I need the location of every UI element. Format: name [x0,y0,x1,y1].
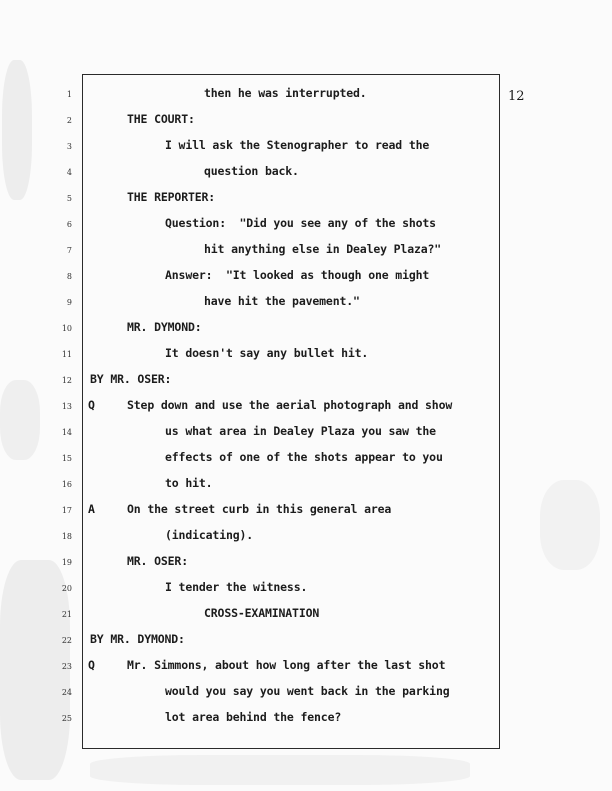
transcript-text: lot area behind the fence? [165,710,342,724]
line-number: 23 [61,662,72,671]
line-number: 20 [61,584,72,593]
line-number: 19 [61,558,72,567]
scan-noise [90,755,470,785]
line-number: 1 [66,90,72,99]
line-number: 10 [61,324,72,333]
scan-noise [2,60,32,200]
speaker-heading: MR. DYMOND: [127,320,202,334]
transcript-text: to hit. [165,476,213,490]
transcript-text: On the street curb in this general area [127,502,392,516]
speaker-heading: MR. OSER: [127,554,188,568]
transcript-text: then he was interrupted. [204,86,367,100]
line-number: 7 [66,246,72,255]
section-heading: CROSS-EXAMINATION [204,606,320,620]
line-number: 18 [61,532,72,541]
transcript-text: have hit the pavement." [204,294,360,308]
line-number: 22 [61,636,72,645]
line-number: 5 [66,194,72,203]
line-number: 2 [66,116,72,125]
transcript-text: Question: "Did you see any of the shots [165,216,436,230]
question-marker: Q [88,398,95,412]
line-number: 24 [61,688,72,697]
transcript-text: I will ask the Stenographer to read the [165,138,430,152]
line-number: 3 [66,142,72,151]
transcript-text: (indicating). [165,528,254,542]
line-number: 8 [66,272,72,281]
transcript-text: Mr. Simmons, about how long after the last shot [127,658,446,672]
transcript-text: effects of one of the shots appear to you [165,450,443,464]
line-number: 25 [61,714,72,723]
transcript-text: It doesn't say any bullet hit. [165,346,369,360]
transcript-text: hit anything else in Dealey Plaza?" [204,242,442,256]
line-number: 15 [61,454,72,463]
examiner-heading: BY MR. OSER: [90,372,172,386]
line-number: 13 [61,402,72,411]
line-number: 4 [66,168,72,177]
scan-noise [0,380,40,460]
line-number: 11 [61,350,72,359]
question-marker: Q [88,658,95,672]
transcript-text: Step down and use the aerial photograph and show [127,398,453,412]
transcript-text: us what area in Dealey Plaza you saw the [165,424,436,438]
speaker-heading: THE REPORTER: [127,190,216,204]
line-number: 21 [61,610,72,619]
line-number: 16 [61,480,72,489]
line-number: 9 [66,298,72,307]
line-number: 12 [61,376,72,385]
page-number: 12 [508,89,525,104]
transcript-text: would you say you went back in the parking [165,684,450,698]
line-number: 17 [61,506,72,515]
speaker-heading: THE COURT: [127,112,195,126]
transcript-text: Answer: "It looked as though one might [165,268,430,282]
transcript-text: question back. [204,164,299,178]
transcript-text: I tender the witness. [165,580,308,594]
line-number: 6 [66,220,72,229]
scan-noise [540,480,600,570]
line-number: 14 [61,428,72,437]
answer-marker: A [88,502,95,516]
examiner-heading: BY MR. DYMOND: [90,632,185,646]
